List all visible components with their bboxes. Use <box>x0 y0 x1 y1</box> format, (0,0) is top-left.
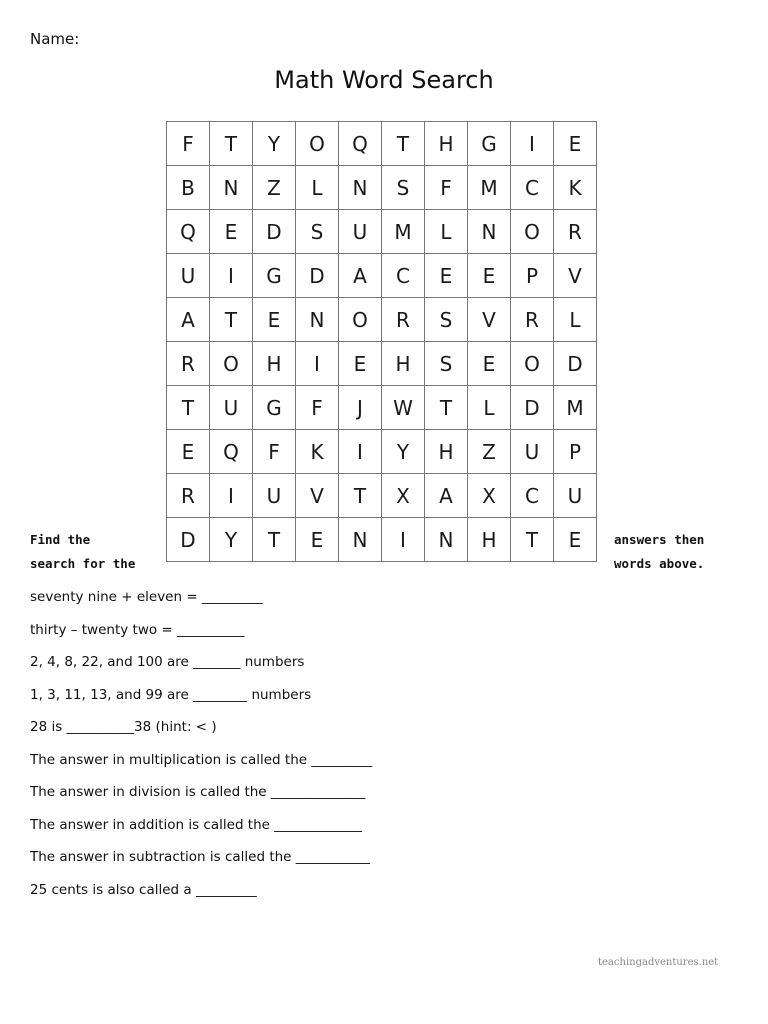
name-label: Name: <box>30 30 80 48</box>
grid-cell: Y <box>210 518 253 562</box>
grid-cell: C <box>511 166 554 210</box>
grid-row <box>167 166 597 210</box>
grid-cell: U <box>210 386 253 430</box>
question: The answer in multiplication is called the _________ <box>30 751 373 768</box>
grid-cell: E <box>468 342 511 386</box>
grid-row <box>167 474 597 518</box>
grid-cell: M <box>468 166 511 210</box>
instruction-line: answers then <box>614 532 705 547</box>
grid-cell: F <box>253 430 296 474</box>
grid-cell: A <box>425 474 468 518</box>
grid-cell: D <box>511 386 554 430</box>
grid-cell: I <box>339 430 382 474</box>
grid-cell: M <box>382 210 425 254</box>
grid-cell: G <box>253 386 296 430</box>
question: 2, 4, 8, 22, and 100 are _______ numbers <box>30 654 305 670</box>
grid-cell: V <box>296 474 339 518</box>
question: seventy nine + eleven = _________ <box>30 589 263 605</box>
grid-cell: N <box>339 518 382 562</box>
grid-row <box>167 210 597 254</box>
grid-cell: I <box>210 254 253 298</box>
grid-cell: T <box>210 298 253 342</box>
grid-cell: C <box>511 474 554 518</box>
grid-cell: E <box>167 430 210 474</box>
instruction-line: search for the <box>30 556 136 571</box>
grid-cell: T <box>382 122 425 166</box>
grid-cell: V <box>554 254 597 298</box>
grid-cell: O <box>339 298 382 342</box>
grid-cell: Z <box>253 166 296 210</box>
grid-cell: D <box>554 342 597 386</box>
grid-cell: H <box>382 342 425 386</box>
grid-cell: E <box>554 518 597 562</box>
instructions-right <box>614 528 704 576</box>
grid-cell: N <box>210 166 253 210</box>
grid-cell: V <box>468 298 511 342</box>
grid-cell: Q <box>339 122 382 166</box>
grid-cell: Z <box>468 430 511 474</box>
grid-cell: P <box>511 254 554 298</box>
grid-cell: T <box>425 386 468 430</box>
grid-cell: R <box>167 474 210 518</box>
grid-row <box>167 386 597 430</box>
grid-cell: E <box>296 518 339 562</box>
grid-cell: U <box>511 430 554 474</box>
grid-cell: N <box>296 298 339 342</box>
grid-cell: L <box>468 386 511 430</box>
grid-cell: Y <box>382 430 425 474</box>
grid-cell: G <box>253 254 296 298</box>
grid-cell: I <box>382 518 425 562</box>
grid-cell: M <box>554 386 597 430</box>
grid-cell: E <box>554 122 597 166</box>
grid-cell: N <box>425 518 468 562</box>
grid-cell: Y <box>253 122 296 166</box>
grid-row <box>167 122 597 166</box>
instruction-line: Find the <box>30 532 91 547</box>
grid-cell: P <box>554 430 597 474</box>
grid-cell: T <box>511 518 554 562</box>
grid-cell: I <box>210 474 253 518</box>
grid-cell: O <box>210 342 253 386</box>
grid-cell: S <box>382 166 425 210</box>
grid-cell: H <box>425 430 468 474</box>
grid-cell: H <box>425 122 468 166</box>
grid-cell: U <box>339 210 382 254</box>
grid-cell: E <box>339 342 382 386</box>
word-search-grid <box>166 121 597 562</box>
question: 1, 3, 11, 13, and 99 are ________ numbers <box>30 686 312 703</box>
grid-cell: D <box>253 210 296 254</box>
grid-cell: R <box>167 342 210 386</box>
grid-cell: R <box>382 298 425 342</box>
grid-cell: U <box>554 474 597 518</box>
grid-cell: T <box>167 386 210 430</box>
grid-cell: T <box>339 474 382 518</box>
page-title: Math Word Search <box>274 66 494 94</box>
grid-row <box>167 254 597 298</box>
grid-cell: I <box>511 122 554 166</box>
grid-cell: O <box>511 342 554 386</box>
grid-cell: T <box>253 518 296 562</box>
grid-cell: F <box>167 122 210 166</box>
grid-cell: C <box>382 254 425 298</box>
question: The answer in addition is called the _____________ <box>30 816 362 833</box>
grid-cell: I <box>296 342 339 386</box>
instruction-line: words above. <box>614 556 705 571</box>
grid-cell: G <box>468 122 511 166</box>
grid-row <box>167 342 597 386</box>
grid-row <box>167 430 597 474</box>
question: thirty – twenty two = __________ <box>30 621 245 638</box>
grid-cell: E <box>210 210 253 254</box>
grid-cell: S <box>296 210 339 254</box>
grid-cell: Q <box>210 430 253 474</box>
grid-cell: H <box>468 518 511 562</box>
grid-cell: X <box>382 474 425 518</box>
grid-cell: E <box>253 298 296 342</box>
grid-cell: E <box>468 254 511 298</box>
grid-cell: N <box>339 166 382 210</box>
grid-cell: W <box>382 386 425 430</box>
question-list <box>30 585 372 910</box>
grid-cell: S <box>425 298 468 342</box>
grid-cell: L <box>296 166 339 210</box>
grid-cell: D <box>296 254 339 298</box>
grid-cell: R <box>511 298 554 342</box>
grid-cell: K <box>296 430 339 474</box>
grid-cell: A <box>339 254 382 298</box>
question: The answer in division is called the ______________ <box>30 784 366 800</box>
grid-cell: N <box>468 210 511 254</box>
instructions-left <box>30 528 135 576</box>
grid-cell: E <box>425 254 468 298</box>
grid-cell: O <box>511 210 554 254</box>
footer-source: teachingadventures.net <box>598 957 719 968</box>
grid-cell: L <box>554 298 597 342</box>
question: The answer in subtraction is called the ___________ <box>30 849 371 865</box>
grid-cell: H <box>253 342 296 386</box>
grid-cell: T <box>210 122 253 166</box>
question: 28 is __________38 (hint: < ) <box>30 719 217 735</box>
grid-cell: D <box>167 518 210 562</box>
grid-cell: S <box>425 342 468 386</box>
grid-cell: J <box>339 386 382 430</box>
grid-cell: O <box>296 122 339 166</box>
question: 25 cents is also called a _________ <box>30 881 257 898</box>
grid-cell: X <box>468 474 511 518</box>
grid-cell: U <box>253 474 296 518</box>
grid-cell: Q <box>167 210 210 254</box>
grid-cell: R <box>554 210 597 254</box>
grid-cell: K <box>554 166 597 210</box>
grid-cell: A <box>167 298 210 342</box>
grid-row <box>167 298 597 342</box>
grid-cell: F <box>296 386 339 430</box>
grid-row <box>167 518 597 562</box>
grid-cell: L <box>425 210 468 254</box>
grid-cell: F <box>425 166 468 210</box>
grid-cell: U <box>167 254 210 298</box>
grid-cell: B <box>167 166 210 210</box>
